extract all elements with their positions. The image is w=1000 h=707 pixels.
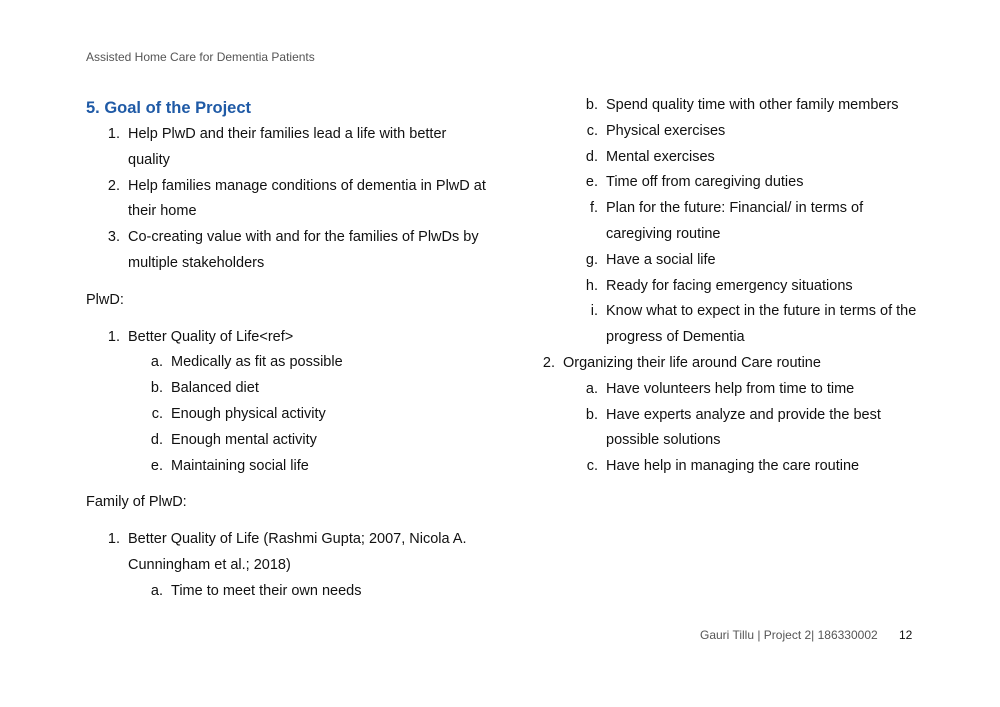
list-number: 2. (542, 354, 555, 371)
list-text: Organizing their life around Care routine (563, 354, 821, 371)
family-subitem (86, 579, 486, 605)
list-letter: b. (585, 97, 598, 113)
list-letter: i. (590, 303, 598, 320)
list-text: Have help in managing the care routine (606, 458, 860, 475)
list-number: 1. (107, 531, 120, 548)
list-text: Have a social life (606, 251, 716, 268)
list-text: Ready for facing emergency situations (606, 277, 853, 294)
list-text: Plan for the future: Financial/ in terms of caregiving routine (606, 200, 864, 242)
list-text: Mental exercises (606, 148, 715, 165)
list-letter: e. (150, 457, 163, 474)
list-text: Better Quality of Life<ref> (128, 328, 294, 345)
list-letter: a. (150, 582, 163, 599)
list-letter: g. (585, 251, 598, 268)
list-text: Co-creating value with and for the families of PlwDs by multiple stakeholders (128, 229, 479, 271)
list-number: 1. (107, 126, 120, 142)
section-heading: 5. Goal of the Project (86, 99, 252, 117)
running-header: Assisted Home Care for Dementia Patients (86, 50, 315, 64)
plwd-subitem (86, 350, 486, 376)
family-subitem (541, 454, 931, 480)
list-letter: a. (150, 354, 163, 371)
list-text: Enough physical activity (171, 405, 326, 422)
list-number: 3. (107, 229, 120, 246)
list-text: Know what to expect in the future in terms of the progress of Dementia (606, 303, 917, 346)
list-letter: b. (150, 380, 163, 397)
goal-item (86, 122, 486, 174)
plwd-subitem (86, 402, 486, 428)
family-item (86, 527, 486, 579)
list-letter: c. (151, 405, 163, 422)
list-letter: f. (589, 200, 598, 217)
list-text: Have volunteers help from time to time (606, 380, 855, 397)
family-subitem (541, 119, 931, 145)
list-letter: h. (585, 277, 598, 294)
family-subitem (541, 170, 931, 196)
list-text: Time to meet their own needs (171, 582, 362, 599)
plwd-subitem (86, 454, 486, 480)
list-text: Time off from caregiving duties (606, 174, 804, 191)
family-subitem (541, 248, 931, 274)
list-letter: c. (586, 122, 598, 139)
family-subitem (541, 93, 931, 119)
right-column (541, 93, 931, 480)
goal-item (86, 174, 486, 226)
list-number: 2. (107, 177, 120, 194)
family-subitem (541, 403, 931, 455)
footer-author: Gauri Tillu | Project 2| 186330002 (700, 628, 878, 642)
list-letter: d. (585, 148, 598, 165)
family-subitem (541, 377, 931, 403)
list-text: Help families manage conditions of dementia in PlwD at their home (128, 177, 486, 220)
list-letter: d. (150, 431, 163, 448)
family-item (541, 351, 931, 377)
family-subitem (541, 274, 931, 300)
family-label: Family of PlwD: (86, 494, 187, 511)
family-subitem (541, 196, 931, 248)
list-letter: a. (585, 380, 598, 397)
list-text: Physical exercises (606, 122, 726, 139)
list-number: 1. (107, 328, 120, 345)
plwd-subitem (86, 376, 486, 402)
page-number: 12 (899, 628, 913, 642)
family-subitem (541, 299, 931, 351)
family-subitem (541, 145, 931, 171)
plwd-subitem (86, 428, 486, 454)
list-text: Balanced diet (171, 380, 259, 397)
list-text: Help PlwD and their families lead a life with better quality (128, 126, 447, 168)
plwd-label: PlwD: (86, 291, 124, 308)
list-text: Better Quality of Life (Rashmi Gupta; 2007, Nicola A. Cunningham et al.; 2018) (128, 531, 467, 573)
left-column (86, 94, 486, 605)
list-text: Medically as fit as possible (171, 354, 343, 371)
list-text: Spend quality time with other family members (606, 97, 899, 113)
list-letter: c. (586, 458, 598, 475)
list-text: Have experts analyze and provide the best possible solutions (606, 406, 881, 449)
plwd-item (86, 325, 486, 351)
list-text: Enough mental activity (171, 431, 317, 448)
goal-item (86, 225, 486, 277)
list-letter: e. (585, 174, 598, 191)
list-letter: b. (585, 406, 598, 423)
list-text: Maintaining social life (171, 457, 309, 474)
